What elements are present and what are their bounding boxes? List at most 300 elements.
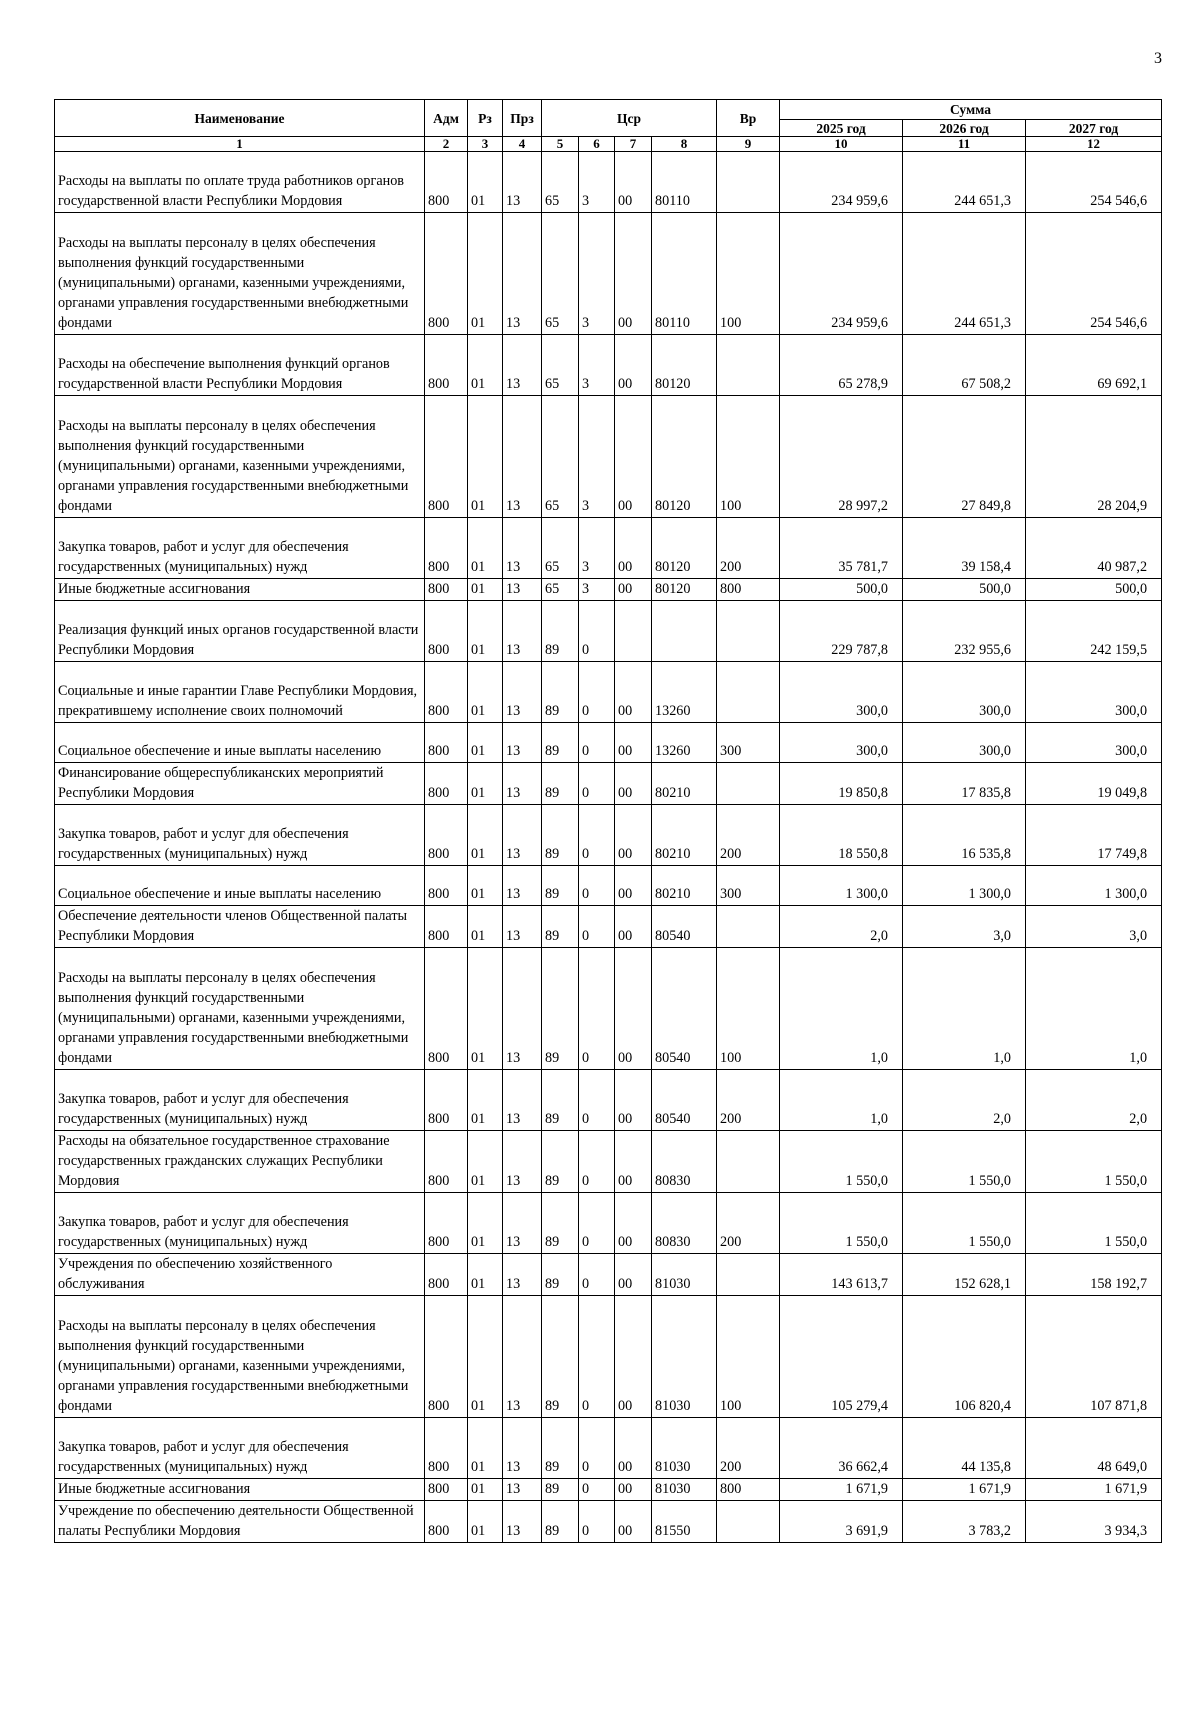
row-name: Закупка товаров, работ и услуг для обеспечения государственных (муниципальных) нужд — [55, 518, 425, 579]
row-prz: 13 — [503, 948, 542, 1070]
row-csr-direction: 13260 — [652, 662, 717, 723]
row-name: Социальные и иные гарантии Главе Республики Мордовия, прекратившему исполнение своих полномочий — [55, 662, 425, 723]
row-csr-direction: 80830 — [652, 1131, 717, 1193]
header-year-2027: 2027 год — [1026, 120, 1162, 137]
row-sum-2027: 107 871,8 — [1026, 1296, 1162, 1418]
row-sum-2026: 106 820,4 — [903, 1296, 1026, 1418]
row-csr-direction: 80540 — [652, 1070, 717, 1131]
row-csr-subprogram: 0 — [579, 1131, 615, 1193]
row-csr-program: 89 — [542, 805, 579, 866]
row-sum-2026: 44 135,8 — [903, 1418, 1026, 1479]
column-number: 7 — [615, 137, 652, 152]
row-sum-2027: 158 192,7 — [1026, 1254, 1162, 1296]
row-csr-direction: 13260 — [652, 723, 717, 763]
row-sum-2025: 234 959,6 — [780, 152, 903, 213]
row-vr: 200 — [717, 1418, 780, 1479]
row-csr-main: 00 — [615, 1501, 652, 1543]
row-vr — [717, 662, 780, 723]
row-adm: 800 — [425, 948, 468, 1070]
row-name: Финансирование общереспубликанских мероприятий Республики Мордовия — [55, 763, 425, 805]
table-row — [55, 1193, 1162, 1254]
row-csr-program: 65 — [542, 579, 579, 601]
row-sum-2025: 28 997,2 — [780, 396, 903, 518]
row-rz: 01 — [468, 1131, 503, 1193]
header-name: Наименование — [55, 100, 425, 137]
row-rz: 01 — [468, 601, 503, 662]
row-sum-2025: 143 613,7 — [780, 1254, 903, 1296]
row-csr-main: 00 — [615, 152, 652, 213]
row-prz: 13 — [503, 723, 542, 763]
row-sum-2026: 1 550,0 — [903, 1131, 1026, 1193]
row-sum-2026: 300,0 — [903, 723, 1026, 763]
row-adm: 800 — [425, 906, 468, 948]
row-sum-2025: 3 691,9 — [780, 1501, 903, 1543]
row-sum-2025: 234 959,6 — [780, 213, 903, 335]
row-csr-subprogram: 0 — [579, 805, 615, 866]
row-csr-main: 00 — [615, 1070, 652, 1131]
table-row — [55, 601, 1162, 662]
row-csr-subprogram: 3 — [579, 518, 615, 579]
row-sum-2025: 35 781,7 — [780, 518, 903, 579]
row-prz: 13 — [503, 1501, 542, 1543]
row-vr: 200 — [717, 1070, 780, 1131]
row-csr-subprogram: 0 — [579, 601, 615, 662]
row-rz: 01 — [468, 866, 503, 906]
row-prz: 13 — [503, 1193, 542, 1254]
row-name: Социальное обеспечение и иные выплаты населению — [55, 866, 425, 906]
row-sum-2026: 232 955,6 — [903, 601, 1026, 662]
row-adm: 800 — [425, 1193, 468, 1254]
column-number: 11 — [903, 137, 1026, 152]
row-csr-program: 89 — [542, 1418, 579, 1479]
table-row — [55, 335, 1162, 396]
row-csr-main: 00 — [615, 763, 652, 805]
column-number: 4 — [503, 137, 542, 152]
row-name: Расходы на выплаты персоналу в целях обеспечения выполнения функций государственными (муниципальными) органами, казенными учреждениями, органами управления государственными внебюджетными фондами — [55, 1296, 425, 1418]
row-csr-main: 00 — [615, 805, 652, 866]
row-adm: 800 — [425, 723, 468, 763]
row-csr-direction: 80120 — [652, 579, 717, 601]
row-csr-program: 89 — [542, 948, 579, 1070]
row-csr-program: 89 — [542, 1070, 579, 1131]
row-csr-program: 65 — [542, 518, 579, 579]
row-prz: 13 — [503, 1131, 542, 1193]
row-prz: 13 — [503, 805, 542, 866]
table-row — [55, 396, 1162, 518]
row-sum-2025: 300,0 — [780, 662, 903, 723]
row-vr — [717, 1501, 780, 1543]
row-prz: 13 — [503, 1296, 542, 1418]
row-adm: 800 — [425, 1070, 468, 1131]
header-year-2025: 2025 год — [780, 120, 903, 137]
row-csr-program: 65 — [542, 335, 579, 396]
column-number: 5 — [542, 137, 579, 152]
row-sum-2026: 16 535,8 — [903, 805, 1026, 866]
row-name: Учреждение по обеспечению деятельности Общественной палаты Республики Мордовия — [55, 1501, 425, 1543]
row-vr: 200 — [717, 1193, 780, 1254]
row-rz: 01 — [468, 723, 503, 763]
table-row — [55, 1418, 1162, 1479]
row-sum-2026: 67 508,2 — [903, 335, 1026, 396]
row-csr-program: 89 — [542, 1254, 579, 1296]
row-csr-main: 00 — [615, 579, 652, 601]
row-name: Расходы на выплаты персоналу в целях обеспечения выполнения функций государственными (муниципальными) органами, казенными учреждениями, органами управления государственными внебюджетными фондами — [55, 948, 425, 1070]
row-vr: 100 — [717, 1296, 780, 1418]
row-vr: 100 — [717, 213, 780, 335]
row-name: Закупка товаров, работ и услуг для обеспечения государственных (муниципальных) нужд — [55, 805, 425, 866]
table-row — [55, 906, 1162, 948]
row-csr-main: 00 — [615, 1479, 652, 1501]
row-sum-2027: 69 692,1 — [1026, 335, 1162, 396]
row-sum-2025: 1 300,0 — [780, 866, 903, 906]
row-adm: 800 — [425, 805, 468, 866]
row-csr-direction: 80110 — [652, 152, 717, 213]
row-csr-program: 89 — [542, 662, 579, 723]
row-prz: 13 — [503, 152, 542, 213]
row-sum-2026: 17 835,8 — [903, 763, 1026, 805]
row-sum-2027: 17 749,8 — [1026, 805, 1162, 866]
row-name: Обеспечение деятельности членов Общественной палаты Республики Мордовия — [55, 906, 425, 948]
row-csr-direction: 80210 — [652, 763, 717, 805]
row-adm: 800 — [425, 1131, 468, 1193]
row-rz: 01 — [468, 1479, 503, 1501]
row-name: Реализация функций иных органов государственной власти Республики Мордовия — [55, 601, 425, 662]
header-adm: Адм — [425, 100, 468, 137]
row-csr-subprogram: 0 — [579, 866, 615, 906]
row-sum-2026: 244 651,3 — [903, 213, 1026, 335]
row-sum-2027: 242 159,5 — [1026, 601, 1162, 662]
row-csr-main: 00 — [615, 866, 652, 906]
row-csr-subprogram: 0 — [579, 948, 615, 1070]
row-csr-subprogram: 0 — [579, 763, 615, 805]
row-csr-program: 65 — [542, 213, 579, 335]
header-sum: Сумма — [780, 100, 1162, 120]
row-csr-subprogram: 3 — [579, 213, 615, 335]
row-csr-direction: 81030 — [652, 1296, 717, 1418]
row-rz: 01 — [468, 1254, 503, 1296]
row-sum-2027: 500,0 — [1026, 579, 1162, 601]
row-csr-program: 89 — [542, 1131, 579, 1193]
table-row — [55, 1254, 1162, 1296]
row-vr: 800 — [717, 1479, 780, 1501]
row-csr-subprogram: 0 — [579, 1418, 615, 1479]
page-number: 3 — [1154, 50, 1162, 67]
row-sum-2026: 3 783,2 — [903, 1501, 1026, 1543]
row-sum-2027: 40 987,2 — [1026, 518, 1162, 579]
row-csr-program: 89 — [542, 1296, 579, 1418]
row-csr-main: 00 — [615, 948, 652, 1070]
row-rz: 01 — [468, 906, 503, 948]
row-sum-2026: 2,0 — [903, 1070, 1026, 1131]
row-vr: 100 — [717, 948, 780, 1070]
table-row — [55, 662, 1162, 723]
row-sum-2025: 1 550,0 — [780, 1193, 903, 1254]
table-row — [55, 1501, 1162, 1543]
row-adm: 800 — [425, 1479, 468, 1501]
row-sum-2026: 39 158,4 — [903, 518, 1026, 579]
row-prz: 13 — [503, 213, 542, 335]
row-sum-2027: 300,0 — [1026, 662, 1162, 723]
row-sum-2027: 28 204,9 — [1026, 396, 1162, 518]
row-adm: 800 — [425, 662, 468, 723]
header-vr: Вр — [717, 100, 780, 137]
row-csr-program: 65 — [542, 396, 579, 518]
row-csr-main: 00 — [615, 1193, 652, 1254]
row-adm: 800 — [425, 152, 468, 213]
column-number: 2 — [425, 137, 468, 152]
row-adm: 800 — [425, 1418, 468, 1479]
row-prz: 13 — [503, 906, 542, 948]
table-row — [55, 1479, 1162, 1501]
row-prz: 13 — [503, 763, 542, 805]
row-csr-direction: 81030 — [652, 1479, 717, 1501]
row-csr-program: 89 — [542, 601, 579, 662]
row-sum-2025: 36 662,4 — [780, 1418, 903, 1479]
row-vr: 300 — [717, 866, 780, 906]
table-row — [55, 948, 1162, 1070]
row-vr: 100 — [717, 396, 780, 518]
row-rz: 01 — [468, 948, 503, 1070]
row-vr: 800 — [717, 579, 780, 601]
row-name: Расходы на обязательное государственное страхование государственных гражданских служащих Республики Мордовия — [55, 1131, 425, 1193]
row-csr-main: 00 — [615, 1254, 652, 1296]
row-csr-direction: 80120 — [652, 518, 717, 579]
row-sum-2025: 2,0 — [780, 906, 903, 948]
row-sum-2025: 1,0 — [780, 1070, 903, 1131]
column-number: 9 — [717, 137, 780, 152]
row-prz: 13 — [503, 866, 542, 906]
row-sum-2027: 1,0 — [1026, 948, 1162, 1070]
row-vr — [717, 601, 780, 662]
table-row — [55, 579, 1162, 601]
row-csr-direction: 80110 — [652, 213, 717, 335]
table-row — [55, 213, 1162, 335]
table-row — [55, 805, 1162, 866]
header-year-2026: 2026 год — [903, 120, 1026, 137]
row-csr-main: 00 — [615, 518, 652, 579]
row-csr-direction: 80540 — [652, 948, 717, 1070]
row-rz: 01 — [468, 1193, 503, 1254]
row-name: Учреждения по обеспечению хозяйственного обслуживания — [55, 1254, 425, 1296]
row-sum-2027: 3 934,3 — [1026, 1501, 1162, 1543]
row-sum-2025: 1,0 — [780, 948, 903, 1070]
row-csr-program: 89 — [542, 1479, 579, 1501]
row-sum-2025: 65 278,9 — [780, 335, 903, 396]
row-prz: 13 — [503, 1254, 542, 1296]
row-sum-2027: 1 671,9 — [1026, 1479, 1162, 1501]
row-sum-2027: 3,0 — [1026, 906, 1162, 948]
row-vr — [717, 1131, 780, 1193]
row-csr-program: 89 — [542, 866, 579, 906]
row-rz: 01 — [468, 1296, 503, 1418]
row-csr-main: 00 — [615, 1418, 652, 1479]
row-csr-main: 00 — [615, 335, 652, 396]
row-sum-2025: 105 279,4 — [780, 1296, 903, 1418]
row-rz: 01 — [468, 1418, 503, 1479]
header-csr: Цср — [542, 100, 717, 137]
row-csr-main: 00 — [615, 662, 652, 723]
header-rz: Рз — [468, 100, 503, 137]
row-sum-2026: 244 651,3 — [903, 152, 1026, 213]
row-csr-subprogram: 0 — [579, 1070, 615, 1131]
row-adm: 800 — [425, 601, 468, 662]
row-adm: 800 — [425, 763, 468, 805]
row-csr-subprogram: 3 — [579, 579, 615, 601]
row-csr-subprogram: 0 — [579, 662, 615, 723]
row-name: Закупка товаров, работ и услуг для обеспечения государственных (муниципальных) нужд — [55, 1070, 425, 1131]
row-sum-2027: 2,0 — [1026, 1070, 1162, 1131]
row-csr-subprogram: 0 — [579, 723, 615, 763]
row-csr-direction: 81550 — [652, 1501, 717, 1543]
row-prz: 13 — [503, 1479, 542, 1501]
row-csr-subprogram: 0 — [579, 1254, 615, 1296]
row-sum-2027: 254 546,6 — [1026, 213, 1162, 335]
row-vr — [717, 335, 780, 396]
row-csr-main: 00 — [615, 1131, 652, 1193]
row-sum-2025: 1 550,0 — [780, 1131, 903, 1193]
row-rz: 01 — [468, 579, 503, 601]
row-name: Закупка товаров, работ и услуг для обеспечения государственных (муниципальных) нужд — [55, 1193, 425, 1254]
row-name: Закупка товаров, работ и услуг для обеспечения государственных (муниципальных) нужд — [55, 1418, 425, 1479]
row-rz: 01 — [468, 805, 503, 866]
row-vr — [717, 1254, 780, 1296]
row-name: Иные бюджетные ассигнования — [55, 579, 425, 601]
row-csr-subprogram: 0 — [579, 1296, 615, 1418]
row-name: Расходы на выплаты персоналу в целях обеспечения выполнения функций государственными (муниципальными) органами, казенными учреждениями, органами управления государственными внебюджетными фондами — [55, 396, 425, 518]
row-name: Расходы на выплаты по оплате труда работников органов государственной власти Республики Мордовия — [55, 152, 425, 213]
row-sum-2025: 1 671,9 — [780, 1479, 903, 1501]
row-csr-main: 00 — [615, 906, 652, 948]
row-adm: 800 — [425, 579, 468, 601]
row-csr-main: 00 — [615, 396, 652, 518]
row-rz: 01 — [468, 396, 503, 518]
row-vr: 200 — [717, 805, 780, 866]
row-sum-2027: 300,0 — [1026, 723, 1162, 763]
table-row — [55, 152, 1162, 213]
row-csr-direction: 81030 — [652, 1254, 717, 1296]
row-csr-program: 65 — [542, 152, 579, 213]
row-csr-subprogram: 0 — [579, 906, 615, 948]
row-sum-2027: 1 550,0 — [1026, 1193, 1162, 1254]
row-csr-direction: 80540 — [652, 906, 717, 948]
row-adm: 800 — [425, 518, 468, 579]
row-sum-2026: 3,0 — [903, 906, 1026, 948]
column-number: 3 — [468, 137, 503, 152]
row-rz: 01 — [468, 152, 503, 213]
column-number: 1 — [55, 137, 425, 152]
table-row — [55, 723, 1162, 763]
row-prz: 13 — [503, 1070, 542, 1131]
row-prz: 13 — [503, 579, 542, 601]
row-csr-main: 00 — [615, 1296, 652, 1418]
row-csr-main: 00 — [615, 723, 652, 763]
row-csr-direction: 80210 — [652, 805, 717, 866]
row-sum-2026: 1 550,0 — [903, 1193, 1026, 1254]
row-csr-main — [615, 601, 652, 662]
row-sum-2025: 19 850,8 — [780, 763, 903, 805]
row-sum-2027: 1 300,0 — [1026, 866, 1162, 906]
row-csr-subprogram: 0 — [579, 1193, 615, 1254]
row-prz: 13 — [503, 1418, 542, 1479]
row-csr-subprogram: 3 — [579, 396, 615, 518]
row-sum-2027: 19 049,8 — [1026, 763, 1162, 805]
table-body — [55, 152, 1162, 1543]
row-prz: 13 — [503, 396, 542, 518]
table-header — [55, 100, 1162, 152]
row-csr-direction: 80210 — [652, 866, 717, 906]
row-vr: 200 — [717, 518, 780, 579]
row-adm: 800 — [425, 1254, 468, 1296]
row-rz: 01 — [468, 518, 503, 579]
header-prz: Прз — [503, 100, 542, 137]
row-csr-direction: 80120 — [652, 335, 717, 396]
row-csr-subprogram: 0 — [579, 1479, 615, 1501]
row-csr-subprogram: 3 — [579, 152, 615, 213]
row-csr-direction — [652, 601, 717, 662]
row-csr-program: 89 — [542, 1501, 579, 1543]
row-sum-2025: 300,0 — [780, 723, 903, 763]
row-adm: 800 — [425, 213, 468, 335]
row-csr-subprogram: 0 — [579, 1501, 615, 1543]
row-vr — [717, 152, 780, 213]
row-sum-2026: 300,0 — [903, 662, 1026, 723]
row-csr-direction: 80830 — [652, 1193, 717, 1254]
row-sum-2026: 152 628,1 — [903, 1254, 1026, 1296]
row-csr-program: 89 — [542, 1193, 579, 1254]
row-name: Социальное обеспечение и иные выплаты населению — [55, 723, 425, 763]
row-prz: 13 — [503, 662, 542, 723]
row-csr-program: 89 — [542, 723, 579, 763]
budget-table — [54, 99, 1162, 1543]
row-prz: 13 — [503, 518, 542, 579]
row-sum-2026: 500,0 — [903, 579, 1026, 601]
row-adm: 800 — [425, 1501, 468, 1543]
row-adm: 800 — [425, 396, 468, 518]
row-prz: 13 — [503, 601, 542, 662]
row-csr-main: 00 — [615, 213, 652, 335]
row-sum-2027: 1 550,0 — [1026, 1131, 1162, 1193]
row-rz: 01 — [468, 213, 503, 335]
column-number: 6 — [579, 137, 615, 152]
column-number: 8 — [652, 137, 717, 152]
table-row — [55, 1296, 1162, 1418]
column-number-row — [55, 137, 1162, 152]
row-rz: 01 — [468, 763, 503, 805]
row-adm: 800 — [425, 1296, 468, 1418]
row-vr: 300 — [717, 723, 780, 763]
row-sum-2026: 27 849,8 — [903, 396, 1026, 518]
row-sum-2027: 48 649,0 — [1026, 1418, 1162, 1479]
row-csr-subprogram: 3 — [579, 335, 615, 396]
table-row — [55, 866, 1162, 906]
table-row — [55, 763, 1162, 805]
row-csr-program: 89 — [542, 906, 579, 948]
row-sum-2026: 1 300,0 — [903, 866, 1026, 906]
row-sum-2026: 1,0 — [903, 948, 1026, 1070]
table-row — [55, 1070, 1162, 1131]
row-sum-2025: 500,0 — [780, 579, 903, 601]
row-name: Расходы на выплаты персоналу в целях обеспечения выполнения функций государственными (муниципальными) органами, казенными учреждениями, органами управления государственными внебюджетными фондами — [55, 213, 425, 335]
row-csr-direction: 80120 — [652, 396, 717, 518]
row-name: Расходы на обеспечение выполнения функций органов государственной власти Республики Мордовия — [55, 335, 425, 396]
row-vr — [717, 763, 780, 805]
row-sum-2026: 1 671,9 — [903, 1479, 1026, 1501]
row-vr — [717, 906, 780, 948]
table-row — [55, 1131, 1162, 1193]
row-rz: 01 — [468, 1070, 503, 1131]
row-sum-2025: 229 787,8 — [780, 601, 903, 662]
row-adm: 800 — [425, 335, 468, 396]
